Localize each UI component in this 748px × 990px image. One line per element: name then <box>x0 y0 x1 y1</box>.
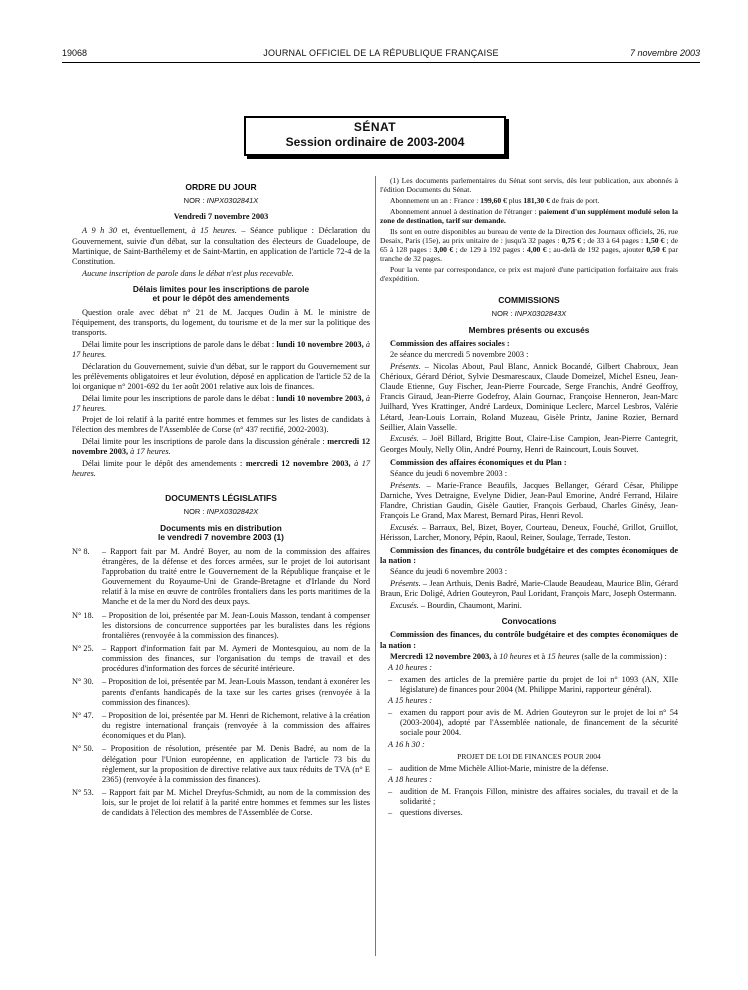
conv-a15-item: – examen du rapport pour avis de M. Adrien Gouteyron sur le projet de loi n° 54 (2003-2004), adopté par l'Assemblée nationale, de financement de la sécurité sociale pour 2004. <box>388 708 678 738</box>
document-number: N° 25. <box>72 643 94 653</box>
conv-a18-item: – audition de M. François Fillon, ministre des affaires sociales, du travail et de la solidarité ; <box>388 787 678 807</box>
delais-p1: Question orale avec débat n° 21 de M. Jacques Oudin à M. le ministre de l'équipement, des transports, du logement, du tourisme et de la mer sur la politique des transports. <box>72 307 370 338</box>
delais-p2b: lundi 10 novembre 2003, <box>276 339 364 349</box>
document-number: N° 8. <box>72 546 90 556</box>
presents-list: – Marie-France Beaufils, Jacques Bellanger, Gérard César, Philippe Darniche, Yves Detraigne, Evelyne Didier, Jean-Paul Emorine, André Ferrand, Hilaire Flandre, Christian Gaudin, Gisèle Gautier, François Gerbaud, Charles Ginésy, Jean-François Le Grand, Max Marest, Bernard Piras, Henri Revol. <box>380 480 678 521</box>
membres-heading: Membres présents ou excusés <box>468 324 590 335</box>
fn-p4f: 3,00 € <box>433 244 454 254</box>
fn-p4h: 4,00 € <box>527 244 547 254</box>
document-item <box>72 644 370 674</box>
excuses-list: – Joël Billard, Brigitte Bout, Claire-Lise Campion, Jean-Pierre Cantegrit, Georges Mouly, Nelly Olin, André Pourny, Henri de Raincourt, Louis Souvet. <box>380 434 678 454</box>
commissions-heading: COMMISSIONS <box>498 295 560 306</box>
presents-label: Présents. <box>390 578 421 588</box>
convocation-commission: Commission des finances, du contrôle budgétaire et des comptes économiques de la nation : <box>380 630 678 650</box>
delais-p7c: à 17 heures. <box>72 458 371 479</box>
delais-p7b: mercredi 12 novembre 2003, <box>245 458 351 468</box>
footnote-block <box>380 176 678 283</box>
fn-p4b: 0,75 € <box>561 235 581 245</box>
fn-p2e: de frais de port. <box>549 195 600 205</box>
document-item <box>72 677 370 707</box>
document-text: – Proposition de loi, présentée par M. Jean-Louis Masson, tendant à compenser les distorsions de concurrence supportées par les buralistes dans les régions frontalières (renvoyée à la commission des finances). <box>102 610 370 640</box>
document-text: – Proposition de loi, présentée par M. Jean-Louis Masson, tendant à exonérer les parents d'enfants handicapés de la taxe sur les cartes grises (renvoyée à la commission des finances). <box>102 677 370 707</box>
fn-p3a: Abonnement annuel à destination de l'étranger : <box>390 206 539 216</box>
document-text: – Rapport d'information fait par M. Aymeri de Montesquiou, au nom de la commission des finances, sur l'organisation du temps de travail et des procédures d'information des forces de sécurité intérieure. <box>102 643 370 674</box>
delais-p4c: à 17 heures. <box>72 393 370 413</box>
conv-date-r2: et à <box>531 651 548 661</box>
footnote-p4 <box>380 227 678 264</box>
ordre-du-jour-heading: ORDRE DU JOUR <box>185 182 257 192</box>
ordre-t2: – Séance publique : Déclaration du Gouvernement, suivie d'un débat, sur la consultation des électeurs de Guadeloupe, de Martinique, de Saint-Barthélemy et de Saint-Martin, en application de l'article 72-4 de la Constitution. <box>72 226 370 266</box>
commission-finances: Commission des finances, du contrôle budgétaire et des comptes économiques de la nation : <box>380 546 678 566</box>
right-column <box>380 176 678 819</box>
delais-p3: Déclaration du Gouvernement, suivie d'un débat, sur le rapport du Gouvernement sur les prélèvements obligatoires et leur évolution, déposé en application de l'article 52 de la loi organique n° 2001-692 du 1er août 2001 relative aux lois de finances. <box>72 361 370 391</box>
convocations-heading: Convocations <box>501 615 557 626</box>
page-number: 19068 <box>62 48 88 58</box>
conv-a18-item: – questions diverses. <box>388 808 678 818</box>
issue-date: 7 novembre 2003 <box>629 48 700 58</box>
document-text: – Proposition de résolution, présentée par M. Denis Badré, au nom de la délégation pour l'Union européenne, en application de l'article 73 bis du règlement, sur la proposition de directive relative aux taux réduits de TVA (n° E 2365) (renvoyée à la commission des finances). <box>102 744 370 784</box>
presents-list: – Jean Arthuis, Denis Badré, Marie-Claude Beaudeau, Maurice Blin, Gérard Braun, Eric Doligé, Adrien Gouteyron, Paul Loridant, François Marc, Joseph Ostermann. <box>380 578 678 599</box>
title-senat: SÉNAT <box>353 120 397 134</box>
document-item <box>72 744 370 785</box>
document-item <box>72 788 370 818</box>
conv-date-i1: 10 heures <box>499 651 532 661</box>
fn-p4g: ; de 129 à 192 pages : <box>453 244 528 254</box>
conv-a15: A 15 heures : <box>388 696 433 706</box>
c3-session: Séance du jeudi 6 novembre 2003 : <box>390 567 508 577</box>
footnote-p2 <box>380 196 678 205</box>
delais-heading-line2: et pour le dépôt des amendements <box>152 293 290 304</box>
title-box <box>244 116 506 156</box>
convocation-date <box>380 652 678 662</box>
c1-presents <box>380 362 678 433</box>
document-text: – Proposition de loi, présentée par M. Henri de Richemont, relative à la création du registre international français (renvoyée à la commission des affaires économiques et du Plan). <box>102 710 370 741</box>
document-item <box>72 711 370 741</box>
fn-p4a: Ils sont en outre disponibles au bureau de vente de la Direction des Journaux officiels, 26, rue Desaix, Paris (15e), au prix unitaire de : jusqu'à 32 pages : <box>380 226 678 245</box>
conv-a16: A 16 h 30 : <box>388 739 425 749</box>
conv-a18: A 18 heures : <box>388 774 433 784</box>
ordre-time1: A 9 h 30 <box>82 226 118 236</box>
excuses-label: Excusés. <box>390 600 419 610</box>
ordre-t1: et, éventuellement, <box>117 226 192 236</box>
delais-p2 <box>72 340 370 360</box>
conv-a10: A 10 heures : <box>388 663 433 673</box>
conv-date-r3: (salle de la commission) : <box>579 651 667 661</box>
fn-p4c: ; de 33 à 64 pages : <box>580 235 646 245</box>
nor-label: NOR : <box>491 309 513 319</box>
conv-plf-heading: PROJET DE LOI DE FINANCES POUR 2004 <box>457 751 601 761</box>
c2-presents <box>380 481 678 522</box>
delais-p5: Projet de loi relatif à la parité entre hommes et femmes sur les listes de candidats à l'élection des membres de l'Assemblée de Corse (n° 437 rectifié, 2002-2003). <box>72 415 370 435</box>
ordre-note: Aucune inscription de parole dans le débat n'est plus recevable. <box>82 268 294 278</box>
c1-session: 2e séance du mercredi 5 novembre 2003 : <box>390 350 529 360</box>
delais-heading <box>72 285 370 304</box>
conv-a10-item: – examen des articles de la première partie du projet de loi n° 1093 (AN, XIIe législature) de finances pour 2004 (M. Philippe Marini, rapporteur général). <box>388 675 678 695</box>
fn-p2b: 199,60 € <box>480 195 507 205</box>
fn-p3b: paiement d'un supplément modulé selon la zone de destination, tarif sur demande. <box>380 206 679 225</box>
delais-p2c: à 17 heures. <box>72 339 370 359</box>
delais-p4b: lundi 10 novembre 2003, <box>276 393 364 403</box>
footnote-p3 <box>380 207 678 225</box>
nor-code: INPX0302841X <box>206 196 259 206</box>
footnote-p5: Pour la vente par correspondance, ce prix est majoré d'une participation forfaitaire aux frais d'expédition. <box>380 264 678 284</box>
conv-date-r1: à <box>491 651 500 661</box>
document-number: N° 47. <box>72 710 94 720</box>
left-column <box>72 176 370 821</box>
presents-label: Présents. <box>390 480 421 490</box>
conv-date-bold: Mercredi 12 novembre 2003, <box>390 651 492 661</box>
ordre-date-heading: Vendredi 7 novembre 2003 <box>173 212 269 222</box>
nor-ordre <box>72 196 370 206</box>
nor-code: INPX0302843X <box>514 309 567 319</box>
document-item <box>72 611 370 641</box>
delais-p4a: Délai limite pour les inscriptions de parole dans le débat : <box>82 393 277 403</box>
c2-session: Séance du jeudi 6 novembre 2003 : <box>390 468 508 478</box>
delais-p6b: mercredi 12 novembre 2003, <box>72 437 370 457</box>
ordre-time2: à 15 heures. <box>191 226 237 236</box>
presents-label: Présents. <box>390 361 421 371</box>
document-text: – Rapport fait par M. Michel Dreyfus-Schmidt, au nom de la commission des lois, sur le projet de loi relatif à la parité entre hommes et femmes sur les listes de candidats à l'élection des membres de l'Assemblée de Corse. <box>102 788 370 818</box>
c3-excuses <box>380 601 678 611</box>
documents-sub1: Documents mis en distribution <box>160 522 282 533</box>
fn-p4e: ; de 65 à 128 pages : <box>380 235 679 254</box>
c3-presents <box>380 579 678 599</box>
documents-sub2: le vendredi 7 novembre 2003 (1) <box>158 532 284 543</box>
excuses-list: – Barraux, Bel, Bizet, Boyer, Courteau, Deneux, Fouché, Grillot, Gruillot, Hérisson, Larcher, Monory, Pépin, Raoul, Reiner, Soulage, Terrade, Teston. <box>380 522 678 542</box>
document-number: N° 53. <box>72 788 94 797</box>
delais-heading-line1: Délais limites pour les inscriptions de parole <box>132 283 310 294</box>
delais-p4 <box>72 394 370 414</box>
fn-p2c: plus <box>506 195 524 205</box>
delais-p2a: Délai limite pour les inscriptions de parole dans le débat : <box>82 339 277 349</box>
title-session: Session ordinaire de 2003-2004 <box>285 135 465 149</box>
delais-p6c: à 17 heures. <box>128 447 171 457</box>
nor-code: INPX0302842X <box>206 507 259 517</box>
document-text: – Rapport fait par M. André Boyer, au nom de la commission des affaires étrangères, de la défense et des forces armées, sur le projet de loi autorisant l'approbation du traité entre le Gouvernement de la République française et le Gouvernement du Royaume-Uni de Grande-Bretagne et d'Irlande du Nord relatif à la mise en œuvre de contrôles frontaliers dans les ports maritimes de la Manche et de la mer du Nord des deux pays. <box>102 546 370 607</box>
column-separator <box>375 176 376 956</box>
delais-p7a: Délai limite pour le dépôt des amendements : <box>82 458 246 468</box>
fn-p4k: par tranche de 32 pages. <box>380 244 678 264</box>
nor-label: NOR : <box>183 196 205 206</box>
document-number: N° 18. <box>72 610 94 620</box>
document-number: N° 50. <box>72 744 94 754</box>
presents-list: – Nicolas About, Paul Blanc, Annick Bocandé, Gilbert Chabroux, Jean Chérioux, Gérard Dériot, Sylvie Desmarescaux, Claude Domeizel, Michel Esneu, Jean-Claude Etienne, Guy Fischer, Jean-Pierre Fourcade, Serge Franchis, André Geoffroy, Francis Giraud, Jean-Pierre Godefroy, Alain Gournac, Françoise Henneron, Jean-Marc Juilhard, Yves Krattinger, André Lardeux, Dominique Leclerc, Marcel Lesbros, Valérie Létard, Jean-Louis Lorrain, Roland Muzeau, Gisèle Printz, Janine Rozier, Bernard Seillier, Alain Vasselle. <box>380 361 678 432</box>
delais-p6 <box>72 437 370 457</box>
fn-p4d: 1,50 € <box>645 235 665 245</box>
excuses-list: – Bourdin, Chaumont, Marini. <box>418 600 522 610</box>
document-item <box>72 547 370 608</box>
fn-p4j: 0,50 € <box>646 244 666 254</box>
nor-commissions <box>380 309 678 319</box>
fn-p4i: ; au-delà de 192 pages, ajouter <box>546 244 647 254</box>
fn-p2a: Abonnement un an : France : <box>390 195 481 205</box>
commission-affaires-economiques: Commission des affaires économiques et du Plan : <box>390 457 567 467</box>
ordre-seance <box>72 226 370 267</box>
nor-documents <box>72 507 370 517</box>
c1-excuses <box>380 434 678 454</box>
conv-date-i2: 15 heures <box>547 651 580 661</box>
document-number: N° 30. <box>72 677 94 687</box>
conv-a16-item: – audition de Mme Michèle Alliot-Marie, ministre de la défense. <box>388 764 678 774</box>
nor-label: NOR : <box>183 507 205 517</box>
documents-subheading <box>72 524 370 543</box>
journal-title: JOURNAL OFFICIEL DE LA RÉPUBLIQUE FRANÇAISE <box>263 48 499 58</box>
footnote-p1: (1) Les documents parlementaires du Sénat sont servis, dès leur publication, aux abonnés à l'édition Documents du Sénat. <box>380 176 678 195</box>
excuses-label: Excusés. <box>390 522 419 532</box>
delais-p7 <box>72 459 370 479</box>
commission-affaires-sociales: Commission des affaires sociales : <box>390 339 510 349</box>
header-rule <box>62 62 700 63</box>
running-header <box>62 48 700 62</box>
documents-heading: DOCUMENTS LÉGISLATIFS <box>165 493 277 504</box>
excuses-label: Excusés. <box>390 434 419 444</box>
fn-p2d: 181,30 € <box>523 195 550 205</box>
c2-excuses <box>380 523 678 543</box>
delais-p6a: Délai limite pour les inscriptions de parole dans la discussion générale : <box>82 437 328 447</box>
